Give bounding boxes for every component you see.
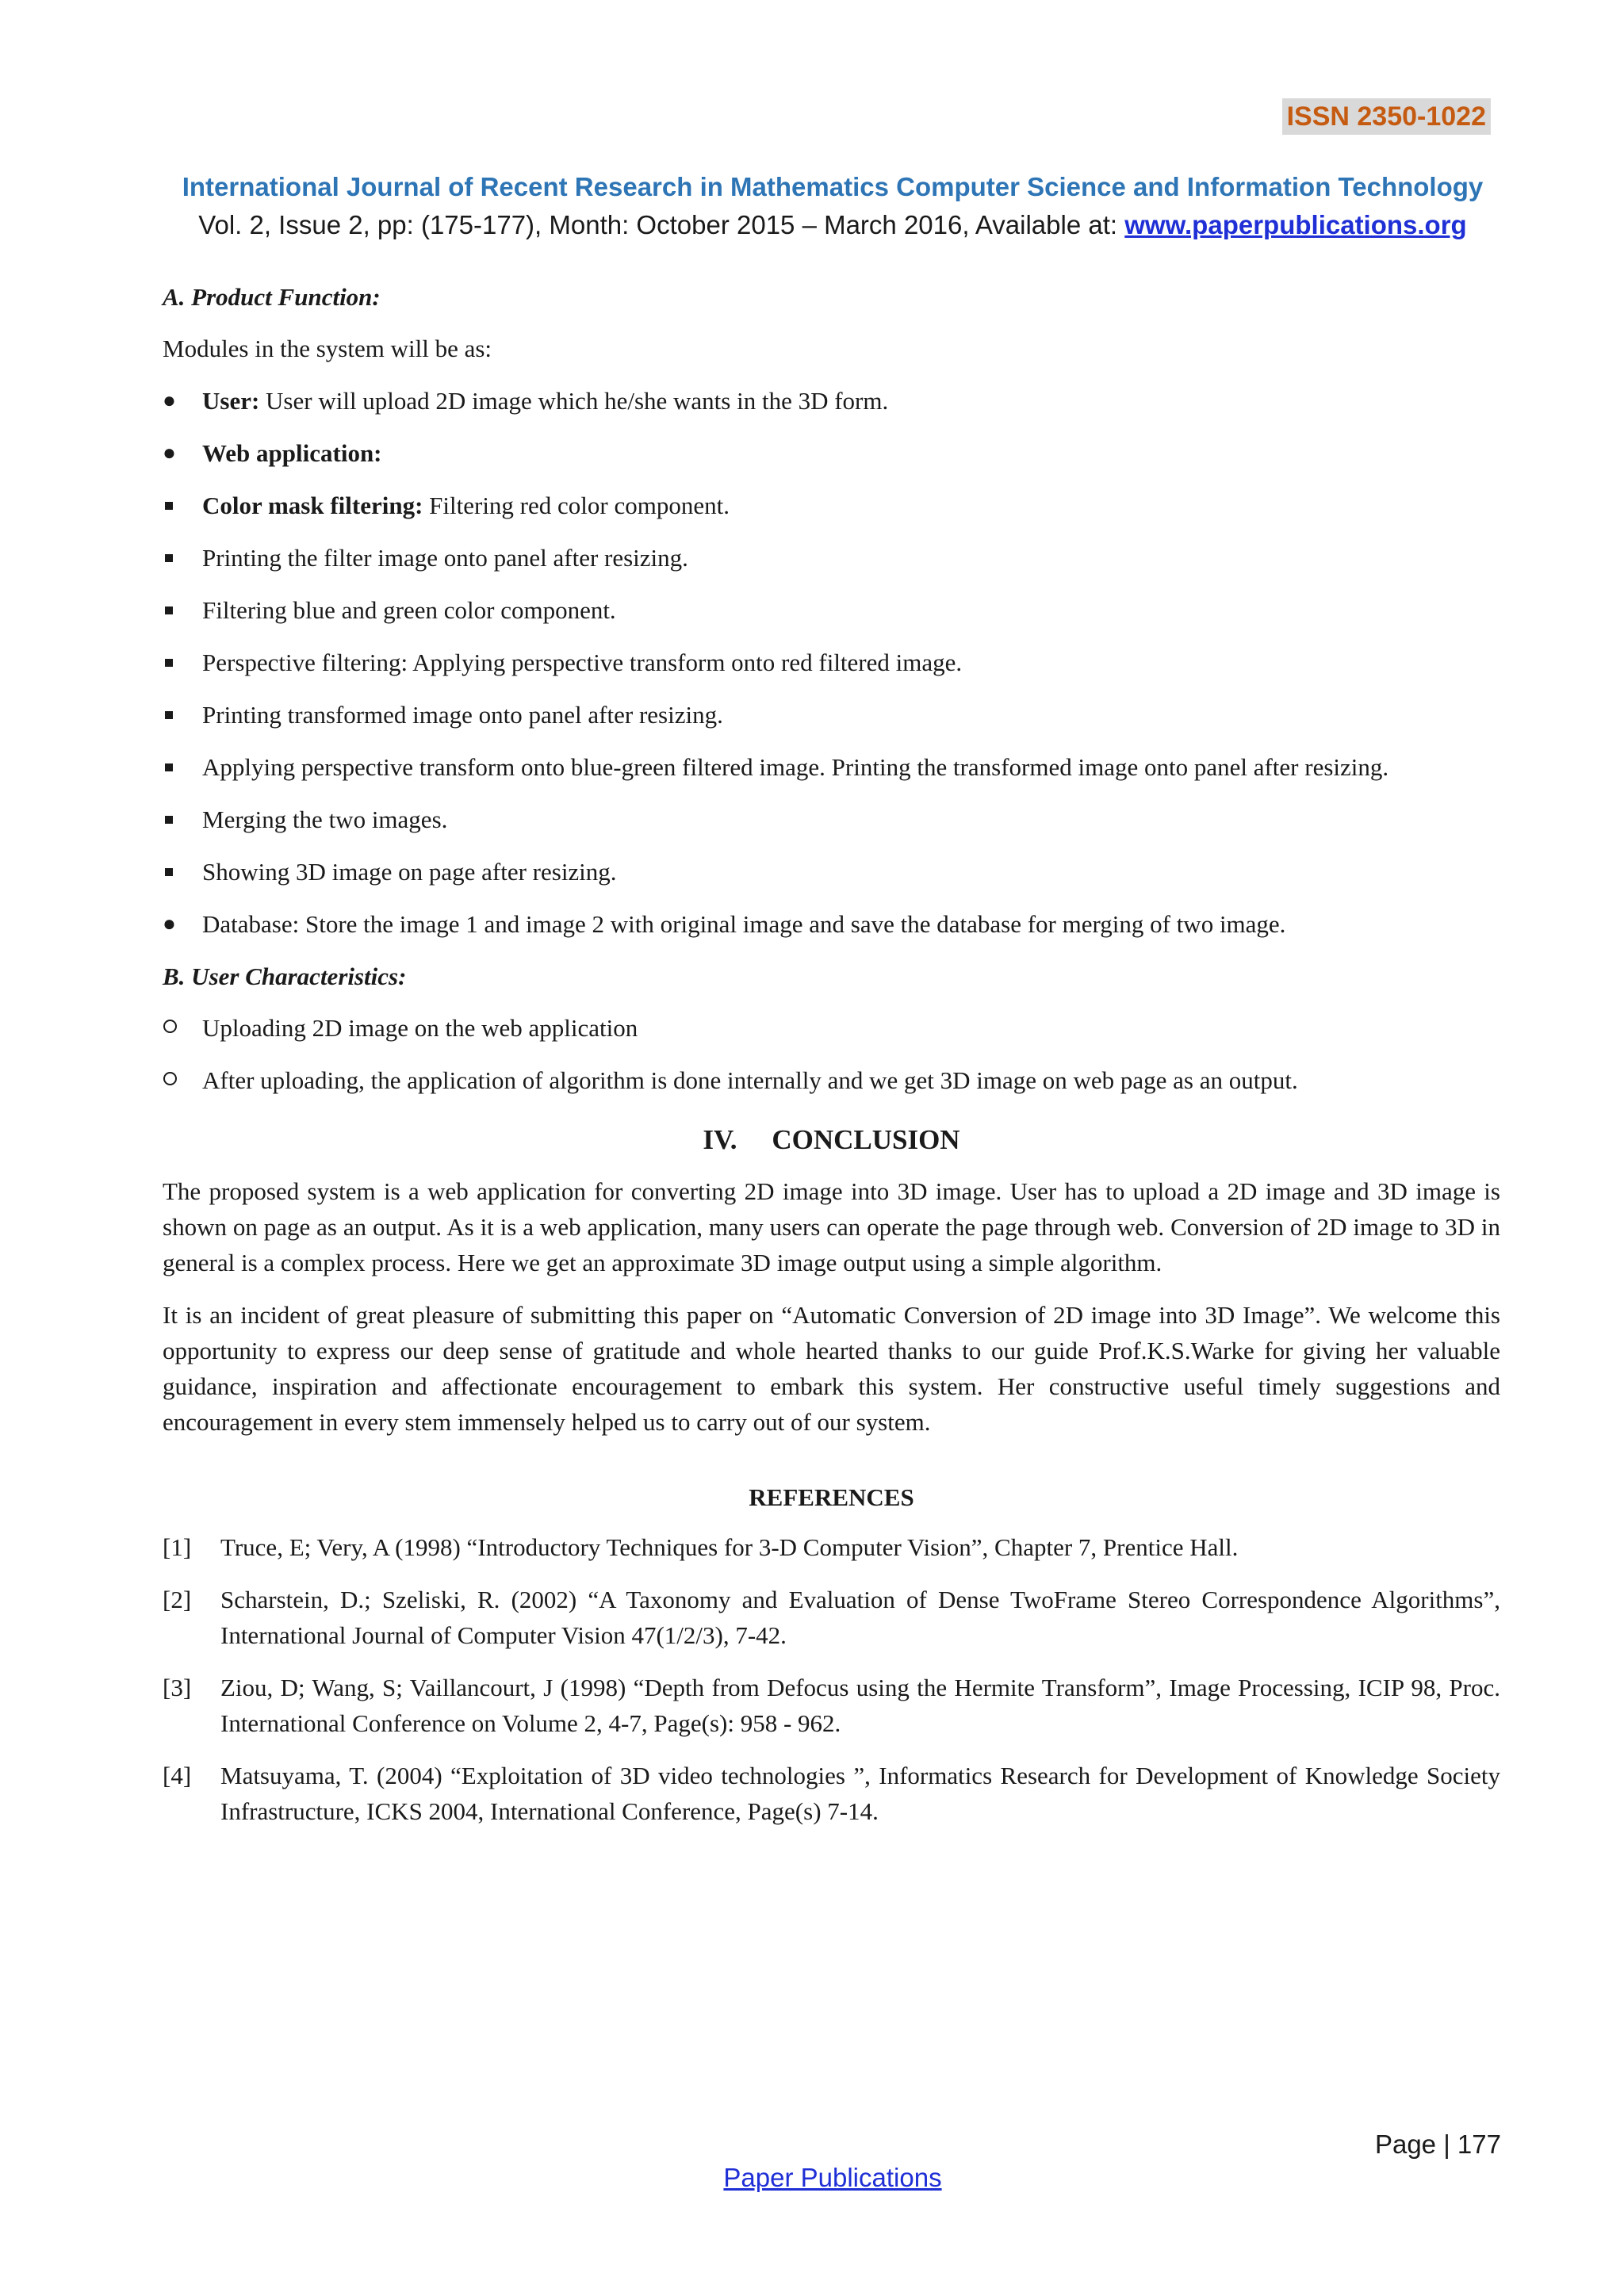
characteristic-text: Uploading 2D image on the web application: [202, 1014, 638, 1042]
page-number: Page | 177: [1374, 2130, 1501, 2159]
conclusion-heading: [163, 1122, 1500, 1158]
list-item: [163, 802, 1500, 837]
bullet-dot-icon: ●: [163, 912, 176, 936]
conclusion-paragraph: The proposed system is a web application for converting 2D image into 3D image. User has to upload a 2D image and 3D image is shown on page as an output. As it is a web application, many users can operate the page through web. Conversion of 2D image to 3D in general is a complex process. Here we get an approximate 3D image output using a simple algorithm.: [163, 1177, 1500, 1276]
bullet-square-icon: [163, 645, 194, 680]
bullet-square-icon: [163, 488, 194, 523]
reference-number: [3]: [163, 1674, 192, 1701]
list-item: [163, 1010, 1500, 1046]
bullet-square-icon: [163, 592, 194, 628]
references-heading: REFERENCES: [749, 1483, 914, 1511]
section-a-heading: A. Product Function:: [163, 283, 381, 311]
color-mask-label: Color mask filtering:: [202, 492, 423, 519]
step-text: Printing transformed image onto panel after resizing.: [202, 701, 723, 729]
reference-text: Matsuyama, T. (2004) “Exploitation of 3D video technologies ”, Informatics Research for Development of Knowledge Society Infrastructure, ICKS 2004, International Conference, Page(s) 7-14.: [220, 1762, 1500, 1825]
bullet-square-icon: [163, 749, 202, 785]
reference-number: [4]: [163, 1762, 192, 1789]
reference-number: [1]: [163, 1533, 192, 1561]
bullet-dot-icon: ●: [163, 388, 176, 413]
color-mask-text: Filtering red color component.: [423, 492, 730, 519]
publisher-link[interactable]: Paper Publications: [723, 2163, 942, 2192]
reference-text: Ziou, D; Wang, S; Vaillancourt, J (1998) “Depth from Defocus using the Hermite Transform”, Image Processing, ICIP 98, Proc. International Conference on Volume 2, 4-7, Page(s): 958 - 962.: [220, 1674, 1500, 1737]
bullet-square-icon: [163, 540, 194, 576]
list-item: [163, 592, 1500, 628]
conclusion-number: IV.: [703, 1124, 737, 1155]
issn-badge: ISSN 2350-1022: [1282, 98, 1491, 135]
step-text: Applying perspective transform onto blue-green filtered image. Printing the transformed image onto panel after resizing.: [202, 753, 1389, 781]
list-item: [163, 906, 1500, 942]
list-item: [163, 540, 1500, 576]
reference-item: [163, 1758, 1500, 1829]
user-label: User:: [202, 387, 260, 415]
step-text: Printing the filter image onto panel after resizing.: [202, 544, 688, 572]
user-text: User will upload 2D image which he/she wants in the 3D form.: [259, 387, 889, 415]
list-item: [163, 645, 1500, 680]
reference-item: [163, 1529, 1500, 1565]
main-content: [163, 279, 1500, 1846]
reference-item: [163, 1582, 1500, 1653]
list-item: [163, 383, 1500, 419]
list-item: [163, 435, 1500, 471]
journal-url-link[interactable]: www.paperpublications.org: [1124, 210, 1467, 239]
web-app-label: Web application:: [202, 439, 382, 467]
step-text: Merging the two images.: [202, 806, 448, 833]
journal-title: International Journal of Recent Research in Mathematics Computer Science and Information Technology: [182, 172, 1484, 201]
database-text: Database: Store the image 1 and image 2 with original image and save the database for merging of two image.: [202, 910, 1286, 938]
step-text: Filtering blue and green color component.: [202, 596, 616, 624]
section-a-intro: Modules in the system will be as:: [163, 335, 492, 362]
list-item: [163, 697, 1500, 733]
list-item: [163, 749, 1500, 785]
bullet-circle-icon: [163, 1062, 194, 1098]
journal-volume-info: Vol. 2, Issue 2, pp: (175-177), Month: October 2015 – March 2016, Available at:: [198, 210, 1125, 239]
characteristic-text: After uploading, the application of algorithm is done internally and we get 3D image on web page as an output.: [202, 1066, 1298, 1094]
reference-number: [2]: [163, 1586, 192, 1613]
acknowledgement-paragraph: It is an incident of great pleasure of submitting this paper on “Automatic Conversion of 2D image into 3D Image”. We welcome this opportunity to express our deep sense of gratitude and whole hearted thanks to our guide Prof.K.S.Warke for giving her valuable guidance, inspiration and affectionate encouragement to embark this system. Her constructive useful timely suggestions and encouragement in every stem immensely helped us to carry out of our system.: [163, 1301, 1500, 1436]
bullet-square-icon: [163, 854, 194, 890]
journal-info: [0, 208, 1624, 243]
bullet-circle-icon: [163, 1010, 194, 1046]
list-item: [163, 854, 1500, 890]
conclusion-title: CONCLUSION: [772, 1124, 960, 1155]
reference-item: [163, 1670, 1500, 1741]
step-text: Perspective filtering: Applying perspective transform onto red filtered image.: [202, 649, 963, 676]
bullet-square-icon: [163, 802, 194, 837]
list-item: [163, 1062, 1500, 1098]
reference-text: Truce, E; Very, A (1998) “Introductory Techniques for 3-D Computer Vision”, Chapter 7, Prentice Hall.: [220, 1533, 1239, 1561]
step-text: Showing 3D image on page after resizing.: [202, 858, 617, 886]
bullet-dot-icon: ●: [163, 441, 176, 465]
bullet-square-icon: [163, 697, 194, 733]
reference-text: Scharstein, D.; Szeliski, R. (2002) “A Taxonomy and Evaluation of Dense TwoFrame Stereo Correspondence Algorithms”, International Journal of Computer Vision 47(1/2/3), 7-42.: [220, 1586, 1500, 1649]
section-b-heading: B. User Characteristics:: [163, 962, 407, 990]
list-item: [163, 488, 1500, 523]
